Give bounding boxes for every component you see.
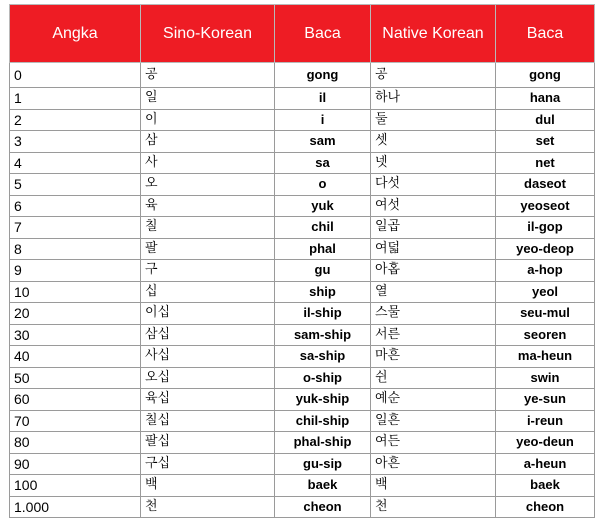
cell-native-baca: ye-sun: [496, 389, 595, 411]
table-row: [10, 453, 595, 475]
cell-sino-korean: 삼십: [141, 324, 275, 346]
cell-angka: 7: [10, 217, 141, 239]
cell-sino-baca: o: [275, 174, 371, 196]
cell-native-baca: yeoseot: [496, 195, 595, 217]
cell-angka: 80: [10, 432, 141, 454]
cell-sino-baca: cheon: [275, 496, 371, 518]
cell-angka: 5: [10, 174, 141, 196]
cell-sino-baca: phal: [275, 238, 371, 260]
cell-native-korean: 스물: [371, 303, 496, 325]
cell-native-baca: gong: [496, 63, 595, 88]
cell-native-korean: 여섯: [371, 195, 496, 217]
cell-angka: 1.000: [10, 496, 141, 518]
cell-native-baca: swin: [496, 367, 595, 389]
cell-angka: 3: [10, 131, 141, 153]
cell-native-baca: seu-mul: [496, 303, 595, 325]
table-row: [10, 367, 595, 389]
cell-sino-korean: 천: [141, 496, 275, 518]
cell-sino-baca: baek: [275, 475, 371, 497]
cell-sino-korean: 공: [141, 63, 275, 88]
cell-native-korean: 열: [371, 281, 496, 303]
cell-sino-korean: 삼: [141, 131, 275, 153]
cell-native-baca: yeo-deun: [496, 432, 595, 454]
table-row: [10, 281, 595, 303]
cell-native-korean: 공: [371, 63, 496, 88]
cell-native-baca: yeo-deop: [496, 238, 595, 260]
cell-native-korean: 일곱: [371, 217, 496, 239]
cell-sino-baca: o-ship: [275, 367, 371, 389]
cell-sino-baca: phal-ship: [275, 432, 371, 454]
cell-sino-korean: 사십: [141, 346, 275, 368]
cell-angka: 0: [10, 63, 141, 88]
cell-sino-korean: 오십: [141, 367, 275, 389]
cell-sino-baca: yuk: [275, 195, 371, 217]
cell-native-baca: net: [496, 152, 595, 174]
cell-sino-korean: 구십: [141, 453, 275, 475]
table-row: [10, 324, 595, 346]
cell-native-korean: 여든: [371, 432, 496, 454]
cell-native-korean: 아흔: [371, 453, 496, 475]
cell-sino-korean: 구: [141, 260, 275, 282]
cell-native-korean: 마흔: [371, 346, 496, 368]
cell-angka: 50: [10, 367, 141, 389]
cell-angka: 10: [10, 281, 141, 303]
header-native-korean: Native Korean: [371, 5, 496, 63]
cell-native-baca: cheon: [496, 496, 595, 518]
cell-angka: 2: [10, 109, 141, 131]
cell-sino-korean: 칠십: [141, 410, 275, 432]
header-native-baca: Baca: [496, 5, 595, 63]
table-row: [10, 88, 595, 110]
cell-native-korean: 쉰: [371, 367, 496, 389]
cell-sino-korean: 백: [141, 475, 275, 497]
cell-angka: 20: [10, 303, 141, 325]
table-row: [10, 496, 595, 518]
header-angka: Angka: [10, 5, 141, 63]
table-row: [10, 303, 595, 325]
cell-native-baca: dul: [496, 109, 595, 131]
cell-sino-korean: 육: [141, 195, 275, 217]
cell-angka: 90: [10, 453, 141, 475]
cell-native-korean: 서른: [371, 324, 496, 346]
header-sino-baca: Baca: [275, 5, 371, 63]
cell-sino-baca: gu: [275, 260, 371, 282]
cell-sino-baca: il: [275, 88, 371, 110]
table-row: [10, 152, 595, 174]
table-row: [10, 389, 595, 411]
table-row: [10, 217, 595, 239]
cell-native-korean: 셋: [371, 131, 496, 153]
cell-native-korean: 여덟: [371, 238, 496, 260]
cell-native-korean: 천: [371, 496, 496, 518]
cell-native-baca: yeol: [496, 281, 595, 303]
table-row: [10, 346, 595, 368]
cell-native-baca: baek: [496, 475, 595, 497]
table-row: [10, 410, 595, 432]
cell-angka: 6: [10, 195, 141, 217]
cell-sino-baca: il-ship: [275, 303, 371, 325]
cell-angka: 9: [10, 260, 141, 282]
cell-sino-korean: 이십: [141, 303, 275, 325]
cell-angka: 1: [10, 88, 141, 110]
cell-sino-baca: chil-ship: [275, 410, 371, 432]
cell-native-baca: set: [496, 131, 595, 153]
table-row: [10, 109, 595, 131]
table-row: [10, 131, 595, 153]
cell-sino-korean: 팔: [141, 238, 275, 260]
cell-native-korean: 백: [371, 475, 496, 497]
header-sino-korean: Sino-Korean: [141, 5, 275, 63]
cell-angka: 60: [10, 389, 141, 411]
cell-sino-baca: gu-sip: [275, 453, 371, 475]
korean-numbers-table: [9, 4, 595, 518]
cell-sino-baca: sa: [275, 152, 371, 174]
cell-native-baca: a-heun: [496, 453, 595, 475]
cell-sino-baca: sam-ship: [275, 324, 371, 346]
cell-native-baca: seoren: [496, 324, 595, 346]
cell-sino-korean: 사: [141, 152, 275, 174]
cell-native-korean: 일흔: [371, 410, 496, 432]
cell-native-baca: hana: [496, 88, 595, 110]
cell-sino-korean: 칠: [141, 217, 275, 239]
cell-angka: 70: [10, 410, 141, 432]
cell-angka: 30: [10, 324, 141, 346]
cell-native-korean: 둘: [371, 109, 496, 131]
cell-native-baca: a-hop: [496, 260, 595, 282]
table-row: [10, 238, 595, 260]
cell-native-korean: 하나: [371, 88, 496, 110]
cell-sino-baca: chil: [275, 217, 371, 239]
cell-native-baca: i-reun: [496, 410, 595, 432]
cell-sino-korean: 이: [141, 109, 275, 131]
cell-sino-baca: gong: [275, 63, 371, 88]
cell-sino-korean: 일: [141, 88, 275, 110]
table-row: [10, 432, 595, 454]
cell-native-baca: il-gop: [496, 217, 595, 239]
table-row: [10, 260, 595, 282]
cell-angka: 100: [10, 475, 141, 497]
table-body: [10, 63, 595, 518]
cell-sino-korean: 팔십: [141, 432, 275, 454]
cell-sino-baca: i: [275, 109, 371, 131]
cell-native-korean: 넷: [371, 152, 496, 174]
cell-angka: 8: [10, 238, 141, 260]
cell-native-korean: 예순: [371, 389, 496, 411]
cell-native-baca: daseot: [496, 174, 595, 196]
table-row: [10, 174, 595, 196]
cell-sino-baca: ship: [275, 281, 371, 303]
table-row: [10, 195, 595, 217]
header-row: [10, 5, 595, 63]
cell-sino-baca: yuk-ship: [275, 389, 371, 411]
cell-sino-korean: 육십: [141, 389, 275, 411]
table-row: [10, 475, 595, 497]
table-row: [10, 63, 595, 88]
cell-sino-baca: sam: [275, 131, 371, 153]
cell-native-baca: ma-heun: [496, 346, 595, 368]
cell-native-korean: 아홉: [371, 260, 496, 282]
cell-angka: 40: [10, 346, 141, 368]
cell-sino-baca: sa-ship: [275, 346, 371, 368]
cell-sino-korean: 십: [141, 281, 275, 303]
cell-sino-korean: 오: [141, 174, 275, 196]
cell-angka: 4: [10, 152, 141, 174]
cell-native-korean: 다섯: [371, 174, 496, 196]
